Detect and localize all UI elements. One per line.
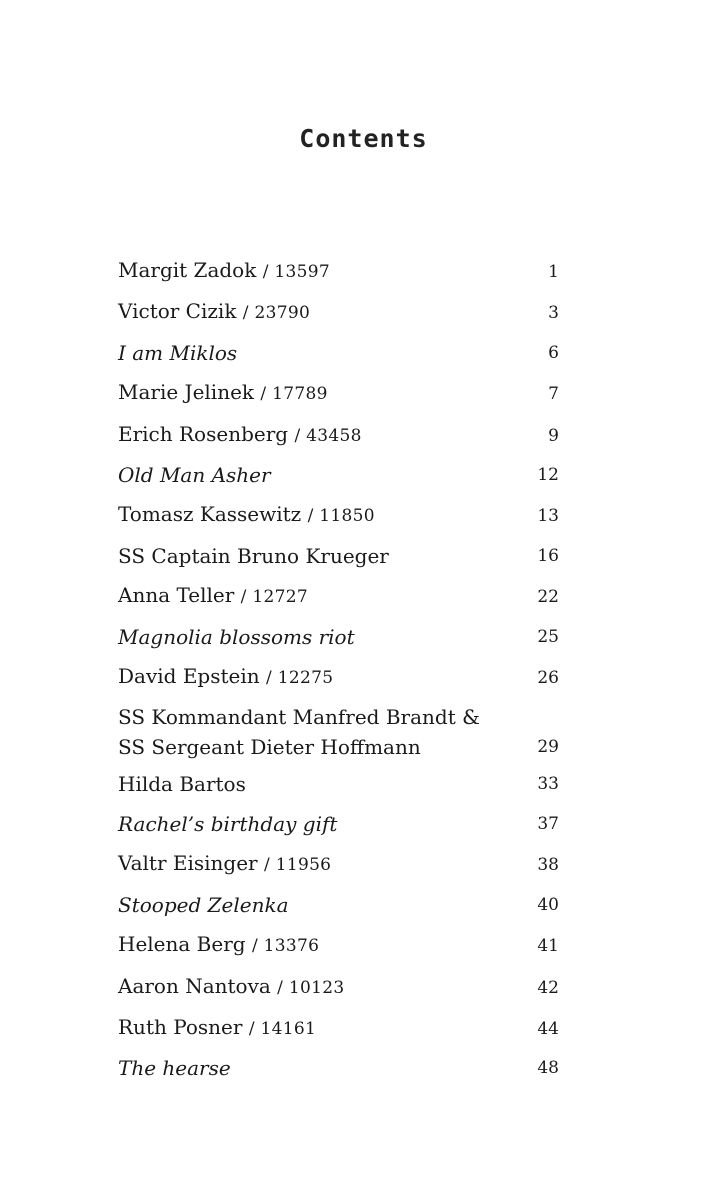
toc-entry — [118, 698, 559, 765]
toc-entry-name: Margit Zadok — [118, 258, 257, 282]
toc-entry-title — [118, 251, 330, 292]
prisoner-number: / 14161 — [248, 1018, 317, 1039]
toc-entry-name-line2: SS Sergeant Dieter Hoffmann — [118, 735, 421, 760]
toc-entry — [118, 456, 559, 495]
toc-entry-name: Ruth Posner — [118, 1014, 243, 1039]
prisoner-number: / 13597 — [262, 262, 331, 282]
page-number: 12 — [537, 465, 559, 486]
page-number: 44 — [537, 1018, 559, 1039]
toc-entry-title — [118, 1049, 231, 1088]
toc-entry-name: Rachel’s birthday gift — [118, 811, 338, 836]
toc-entry — [118, 334, 559, 373]
prisoner-number: / 11956 — [263, 855, 332, 876]
prisoner-number: / 11850 — [307, 506, 375, 527]
toc-entry — [118, 1008, 559, 1049]
toc-entry — [118, 495, 559, 536]
toc-entry-name: Old Man Asher — [118, 463, 271, 488]
toc-entry — [118, 925, 559, 966]
toc-entry-title — [118, 456, 271, 495]
toc-entry-name: SS Captain Bruno Krueger — [118, 543, 389, 568]
toc-entry — [118, 537, 559, 576]
toc-entry-title — [118, 805, 337, 844]
toc-entry-title — [118, 657, 333, 698]
page-number: 1 — [548, 262, 559, 282]
toc-entry — [118, 251, 559, 292]
toc-entry — [118, 415, 559, 456]
toc-entry-title — [118, 967, 344, 1008]
toc-entry-name: Marie Jelinek — [118, 380, 255, 405]
toc-entry-name: Hilda Bartos — [118, 772, 246, 797]
toc-entry — [118, 967, 559, 1008]
page-number: 26 — [537, 668, 559, 689]
toc-entry-name: SS Kommandant Manfred Brandt & — [118, 705, 480, 730]
page-number: 33 — [537, 774, 559, 795]
toc-entry — [118, 886, 559, 925]
toc-entry-name: Aaron Nantova — [118, 973, 271, 998]
toc-entry — [118, 765, 559, 804]
toc-entry-title — [118, 537, 389, 576]
page-number: 7 — [548, 384, 559, 405]
toc-entry — [118, 618, 559, 657]
prisoner-number: / 10123 — [277, 977, 345, 998]
page-number: 6 — [548, 342, 559, 363]
page-number: 25 — [537, 626, 559, 647]
page-number: 13 — [537, 506, 559, 527]
page-number: 22 — [537, 587, 559, 608]
toc-entry — [118, 657, 559, 698]
toc-entry-title — [118, 576, 308, 617]
toc-entry — [118, 844, 559, 885]
page-number: 40 — [537, 894, 559, 915]
toc-entry — [118, 805, 559, 844]
prisoner-number: / 13376 — [251, 936, 320, 957]
toc-entry-title — [118, 925, 319, 966]
toc-entry-title — [118, 765, 246, 804]
prisoner-number: / 12727 — [240, 587, 308, 608]
page-number: 9 — [548, 425, 559, 446]
toc-entry-name: Tomasz Kassewitz — [118, 502, 302, 527]
toc-entry-name: I am Miklos — [118, 340, 238, 365]
toc-entry-name: Magnolia blossoms riot — [118, 624, 355, 649]
toc-entry-name: David Epstein — [118, 664, 260, 689]
toc-entry-name: Anna Teller — [118, 583, 235, 608]
toc-entry-name: Erich Rosenberg — [118, 421, 289, 446]
prisoner-number: / 23790 — [242, 303, 311, 324]
toc-entry-name: Stooped Zelenka — [118, 892, 289, 917]
prisoner-number: / 17789 — [260, 384, 328, 405]
page-number: 3 — [548, 303, 559, 324]
page-number: 42 — [537, 977, 559, 998]
toc-entry — [118, 292, 559, 333]
toc-entry-title — [118, 292, 310, 333]
page-number: 41 — [537, 936, 559, 957]
toc-entry-name: The hearse — [118, 1056, 231, 1081]
toc-entry-name: Helena Berg — [118, 932, 246, 957]
toc-entry-name: Victor Cizik — [118, 299, 237, 324]
toc-entry-title — [118, 702, 480, 762]
toc-entry-title — [118, 886, 289, 925]
page-number: 16 — [537, 545, 559, 566]
toc-entry-title — [118, 334, 237, 373]
toc-entry — [118, 1049, 559, 1088]
toc-entry — [118, 373, 559, 414]
toc-entry-title — [118, 415, 362, 456]
page-title: Contents — [299, 124, 428, 153]
prisoner-number: / 12275 — [266, 668, 334, 689]
toc-entry-title — [118, 1008, 316, 1049]
table-of-contents — [118, 251, 559, 1089]
toc-entry-title — [118, 618, 355, 657]
toc-entry-title — [118, 495, 375, 536]
page-number: 48 — [537, 1058, 559, 1079]
toc-entry-title — [118, 844, 331, 885]
page-number: 29 — [537, 737, 559, 758]
page-number: 37 — [537, 813, 559, 834]
page-number: 38 — [537, 855, 559, 876]
toc-entry-title — [118, 373, 328, 414]
toc-entry — [118, 576, 559, 617]
prisoner-number: / 43458 — [294, 425, 362, 446]
toc-entry-name: Valtr Eisinger — [118, 851, 258, 876]
